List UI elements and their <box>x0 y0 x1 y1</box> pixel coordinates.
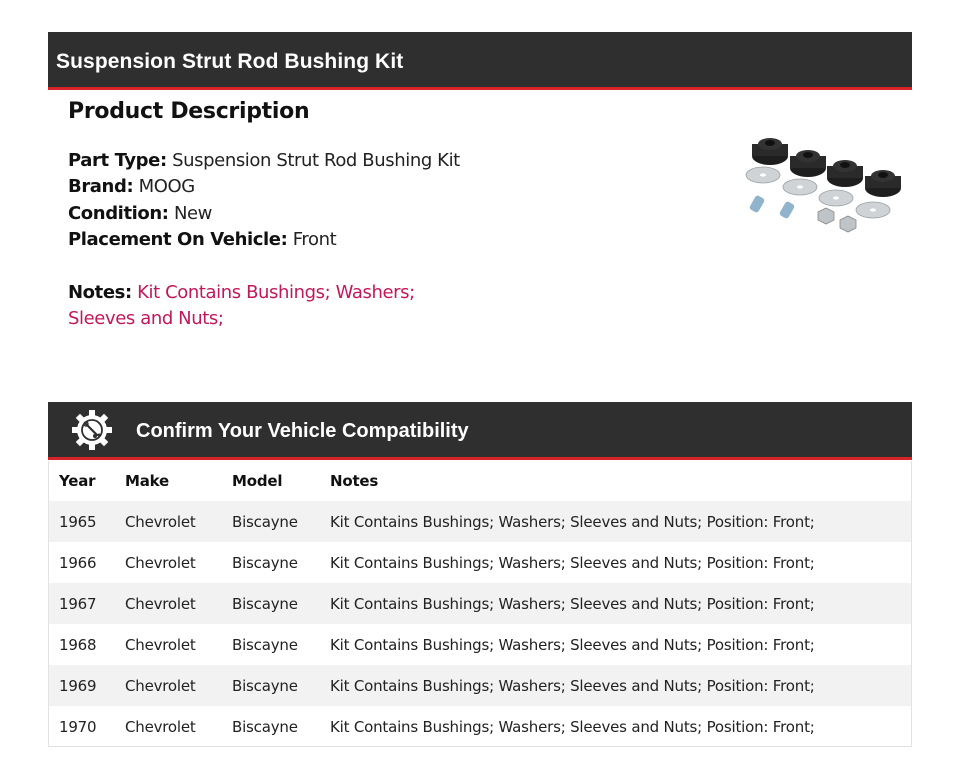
table-row <box>49 542 911 583</box>
cell-model: Biscayne <box>232 501 330 542</box>
table-row <box>49 665 911 706</box>
description-heading: Product Description <box>68 99 310 124</box>
sleeve-icon <box>749 195 796 220</box>
field-value: Front <box>292 229 337 251</box>
field-placement <box>68 227 468 253</box>
table-row <box>49 706 911 747</box>
cell-year: 1970 <box>59 717 97 736</box>
field-value: Suspension Strut Rod Bushing Kit <box>172 150 460 171</box>
table-header-row <box>49 461 911 501</box>
cell-notes: Kit Contains Bushings; Washers; Sleeves and Nuts; Position: Front; <box>330 583 911 624</box>
cell-model: Biscayne <box>232 665 330 706</box>
field-label: Condition: <box>68 202 169 224</box>
notes-label: Notes: <box>68 281 132 303</box>
product-title: Suspension Strut Rod Bushing Kit <box>56 49 404 73</box>
column-year: Year <box>59 472 96 490</box>
column-model: Model <box>232 472 283 490</box>
description-fields <box>68 148 468 254</box>
column-make: Make <box>125 472 169 490</box>
cell-make: Chevrolet <box>125 583 232 624</box>
field-value: New <box>173 202 212 224</box>
cell-model: Biscayne <box>232 553 298 572</box>
product-title-bar <box>48 32 912 90</box>
field-brand <box>68 174 468 200</box>
cell-make: Chevrolet <box>125 553 196 572</box>
cell-model: Biscayne <box>232 635 298 654</box>
bushing-icon <box>752 138 901 197</box>
table-row <box>49 501 911 542</box>
notes-value: Kit Contains Bushings; Washers; Sleeves and Nuts; <box>68 281 415 330</box>
compatibility-table <box>48 461 912 747</box>
cell-year: 1965 <box>49 501 125 542</box>
column-notes: Notes <box>330 472 379 490</box>
cell-year: 1967 <box>49 583 125 624</box>
compatibility-title: Confirm Your Vehicle Compatibility <box>136 420 469 442</box>
cell-notes: Kit Contains Bushings; Washers; Sleeves and Nuts; Position: Front; <box>330 717 815 736</box>
compatibility-header <box>48 402 912 460</box>
table-row <box>49 624 911 665</box>
field-value: MOOG <box>138 176 195 198</box>
field-notes <box>68 280 468 333</box>
cell-make: Chevrolet <box>125 665 232 706</box>
cell-year: 1969 <box>49 665 125 706</box>
field-label: Part Type: <box>68 150 167 171</box>
field-condition <box>68 201 468 227</box>
cell-model: Biscayne <box>232 717 298 736</box>
cell-year: 1966 <box>59 553 97 572</box>
field-label: Brand: <box>68 176 134 198</box>
field-part-type <box>68 148 468 174</box>
field-label: Placement On Vehicle: <box>68 229 288 251</box>
gear-wrench-icon <box>70 408 114 452</box>
cell-make: Chevrolet <box>125 501 232 542</box>
cell-make: Chevrolet <box>125 717 196 736</box>
cell-year: 1968 <box>59 635 97 654</box>
cell-model: Biscayne <box>232 583 330 624</box>
product-description <box>68 96 468 332</box>
table-row <box>49 583 911 624</box>
product-image <box>738 126 908 236</box>
cell-notes: Kit Contains Bushings; Washers; Sleeves and Nuts; Position: Front; <box>330 665 911 706</box>
cell-notes: Kit Contains Bushings; Washers; Sleeves and Nuts; Position: Front; <box>330 635 815 654</box>
nut-icon <box>818 208 856 232</box>
cell-make: Chevrolet <box>125 635 196 654</box>
cell-notes: Kit Contains Bushings; Washers; Sleeves and Nuts; Position: Front; <box>330 553 815 572</box>
cell-notes: Kit Contains Bushings; Washers; Sleeves and Nuts; Position: Front; <box>330 501 911 542</box>
